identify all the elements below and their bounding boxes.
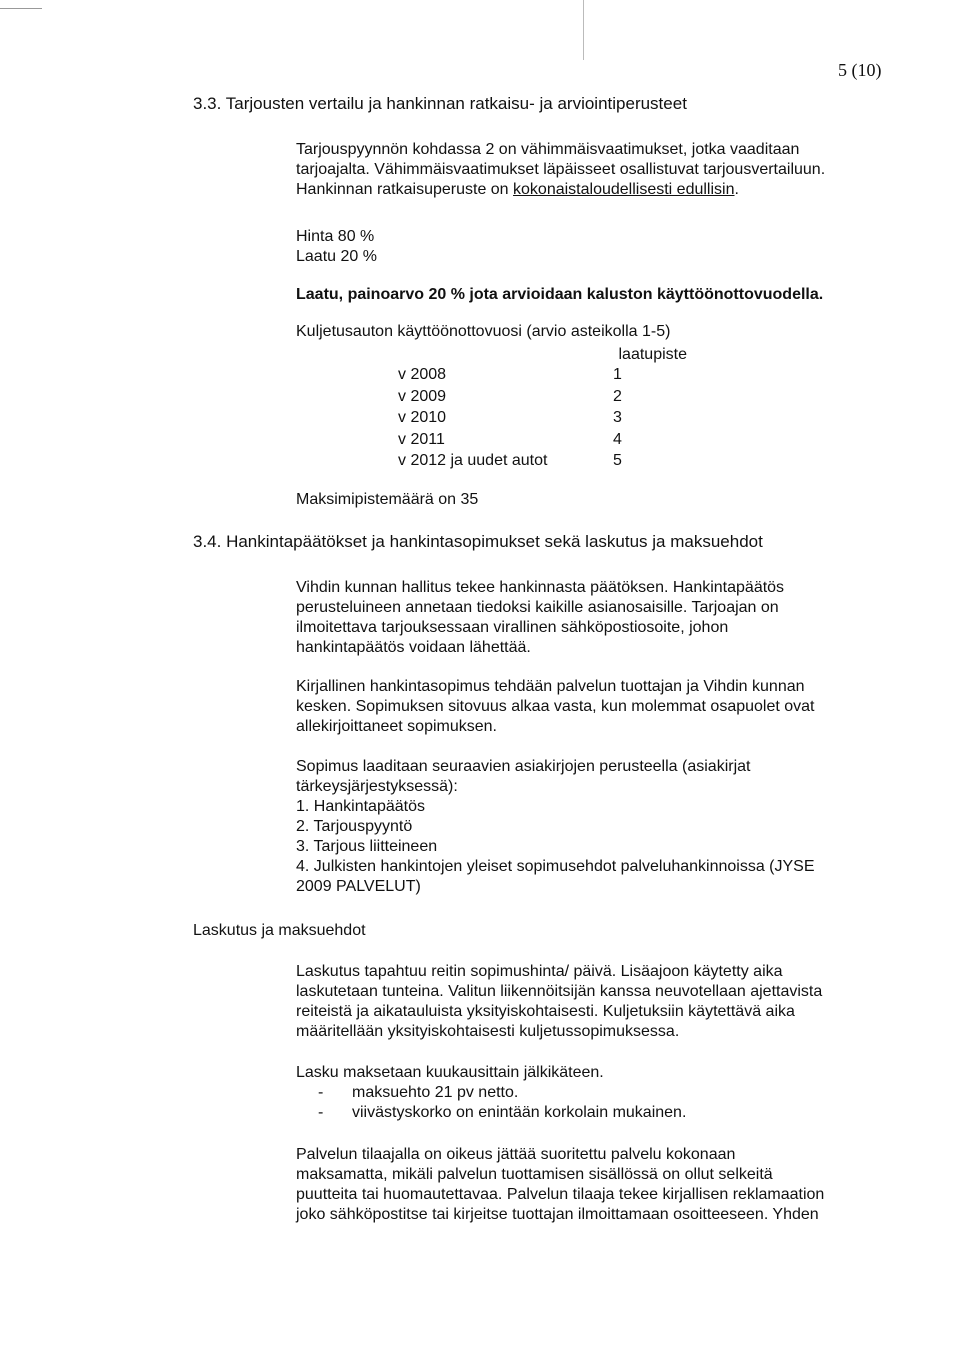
decision-line: perusteluineen annetaan tiedoksi kaikille asianosaisille. Tarjoajan on — [296, 599, 779, 616]
billing-paragraph — [296, 962, 822, 1042]
decision-line: hankintapäätös voidaan lähettää. — [296, 639, 531, 656]
terms-list — [296, 1083, 686, 1123]
table-row — [398, 451, 653, 473]
section-3-3-intro — [296, 140, 825, 200]
table-row — [398, 408, 653, 430]
intro-line: tarjoajalta. Vähimmäisvaatimukset läpäisseet osallistuvat tarjousvertailuun. — [296, 161, 826, 178]
final-paragraph — [296, 1145, 824, 1225]
score-points: 5 — [613, 452, 622, 469]
final-line: puutteita tai huomautettavaa. Palvelun tilaaja tekee kirjallisen reklamaation — [296, 1186, 825, 1203]
scan-artifact-vertical — [583, 0, 584, 60]
documents-line: 2. Tarjouspyyntö — [296, 818, 413, 835]
documents-line: Sopimus laaditaan seuraavien asiakirjojen perusteella (asiakirjat — [296, 758, 751, 775]
table-row — [398, 365, 653, 387]
scan-artifact-top-left — [0, 8, 42, 9]
quality-heading: Laatu, painoarvo 20 % jota arvioidaan kaluston käyttöönottovuodella. — [296, 286, 824, 303]
decision-paragraph — [296, 578, 784, 658]
intro-line: Tarjouspyynnön kohdassa 2 on vähimmäisvaatimukset, jotka vaaditaan — [296, 141, 800, 158]
table-row — [398, 430, 653, 452]
documents-line: 1. Hankintapäätös — [296, 798, 425, 815]
criterion-line — [296, 180, 825, 200]
score-label: v 2012 ja uudet autot — [398, 452, 548, 469]
score-label: v 2008 — [398, 366, 447, 383]
contract-line: allekirjoittaneet sopimuksen. — [296, 718, 497, 735]
decision-line: Vihdin kunnan hallitus tekee hankinnasta päätöksen. Hankintapäätös — [296, 579, 785, 596]
contract-line: kesken. Sopimuksen sitovuus alkaa vasta, kun molemmat osapuolet ovat — [296, 698, 815, 715]
weight-price: Hinta 80 % — [296, 228, 375, 245]
payment-paragraph — [296, 1063, 686, 1123]
contract-paragraph — [296, 677, 815, 737]
final-line: Palvelun tilaajalla on oikeus jättää suoritettu palvelu kokonaan — [296, 1146, 736, 1163]
billing-side-label: Laskutus ja maksuehdot — [193, 922, 366, 939]
criterion-suffix: . — [734, 181, 739, 198]
page-number: 5 (10) — [838, 60, 882, 80]
criterion-prefix: Hankinnan ratkaisuperuste on — [296, 181, 514, 198]
final-line: joko sähköpostitse tai kirjeitse tuottajan ilmoittamaan osoitteeseen. Yhden — [296, 1206, 819, 1223]
billing-line: määritellään yksityiskohtaisesti kuljetussopimuksessa. — [296, 1023, 680, 1040]
contract-line: Kirjallinen hankintasopimus tehdään palvelun tuottajan ja Vihdin kunnan — [296, 678, 805, 695]
score-points: 1 — [613, 366, 622, 383]
documents-line: tärkeysjärjestyksessä): — [296, 778, 458, 795]
decision-line: ilmoitettava tarjouksessaan virallinen sähköpostiosoite, johon — [296, 619, 729, 636]
list-item: - maksuehto 21 pv netto. — [296, 1083, 686, 1103]
score-points: 4 — [613, 430, 622, 448]
score-label: v 2011 — [398, 430, 445, 448]
scale-intro: Kuljetusauton käyttöönottovuosi (arvio asteikolla 1-5) — [296, 323, 671, 340]
table-row — [398, 387, 653, 409]
final-line: maksamatta, mikäli palvelun tuottamisen sisällössä on ollut selkeitä — [296, 1166, 773, 1183]
monthly-line: Lasku maksetaan kuukausittain jälkikäteen. — [296, 1064, 604, 1081]
documents-line: 3. Tarjous liitteineen — [296, 838, 438, 855]
score-label: v 2009 — [398, 387, 447, 405]
score-column-header: laatupiste — [618, 346, 687, 363]
weight-quality: Laatu 20 % — [296, 248, 377, 265]
section-3-3-heading: 3.3. Tarjousten vertailu ja hankinnan ratkaisu- ja arviointiperusteet — [193, 94, 687, 113]
billing-line: reiteistä ja aikatauluista yksityiskohtaisesti. Kuljetuksiin käytettävä aika — [296, 1003, 795, 1020]
weights — [296, 227, 377, 267]
list-item: - viivästyskorko on enintään korkolain mukainen. — [296, 1103, 686, 1123]
score-label: v 2010 — [398, 409, 447, 426]
documents-line: 4. Julkisten hankintojen yleiset sopimusehdot palveluhankinnoissa (JYSE — [296, 858, 815, 875]
documents-line: 2009 PALVELUT) — [296, 878, 421, 895]
criterion-emphasis: kokonaistaloudellisesti edullisin — [513, 181, 735, 198]
documents-paragraph — [296, 757, 815, 897]
max-points: Maksimipistemäärä on 35 — [296, 491, 479, 508]
score-points: 2 — [613, 387, 622, 405]
billing-line: laskutetaan tunteina. Valitun liikennöitsijän kanssa neuvotellaan ajettavista — [296, 983, 823, 1000]
section-3-4-heading: 3.4. Hankintapäätökset ja hankintasopimukset sekä laskutus ja maksuehdot — [193, 532, 763, 551]
score-table — [398, 365, 653, 473]
billing-line: Laskutus tapahtuu reitin sopimushinta/ päivä. Lisäajoon käytetty aika — [296, 963, 783, 980]
score-points: 3 — [613, 409, 622, 426]
score-table-wrap — [398, 345, 688, 473]
